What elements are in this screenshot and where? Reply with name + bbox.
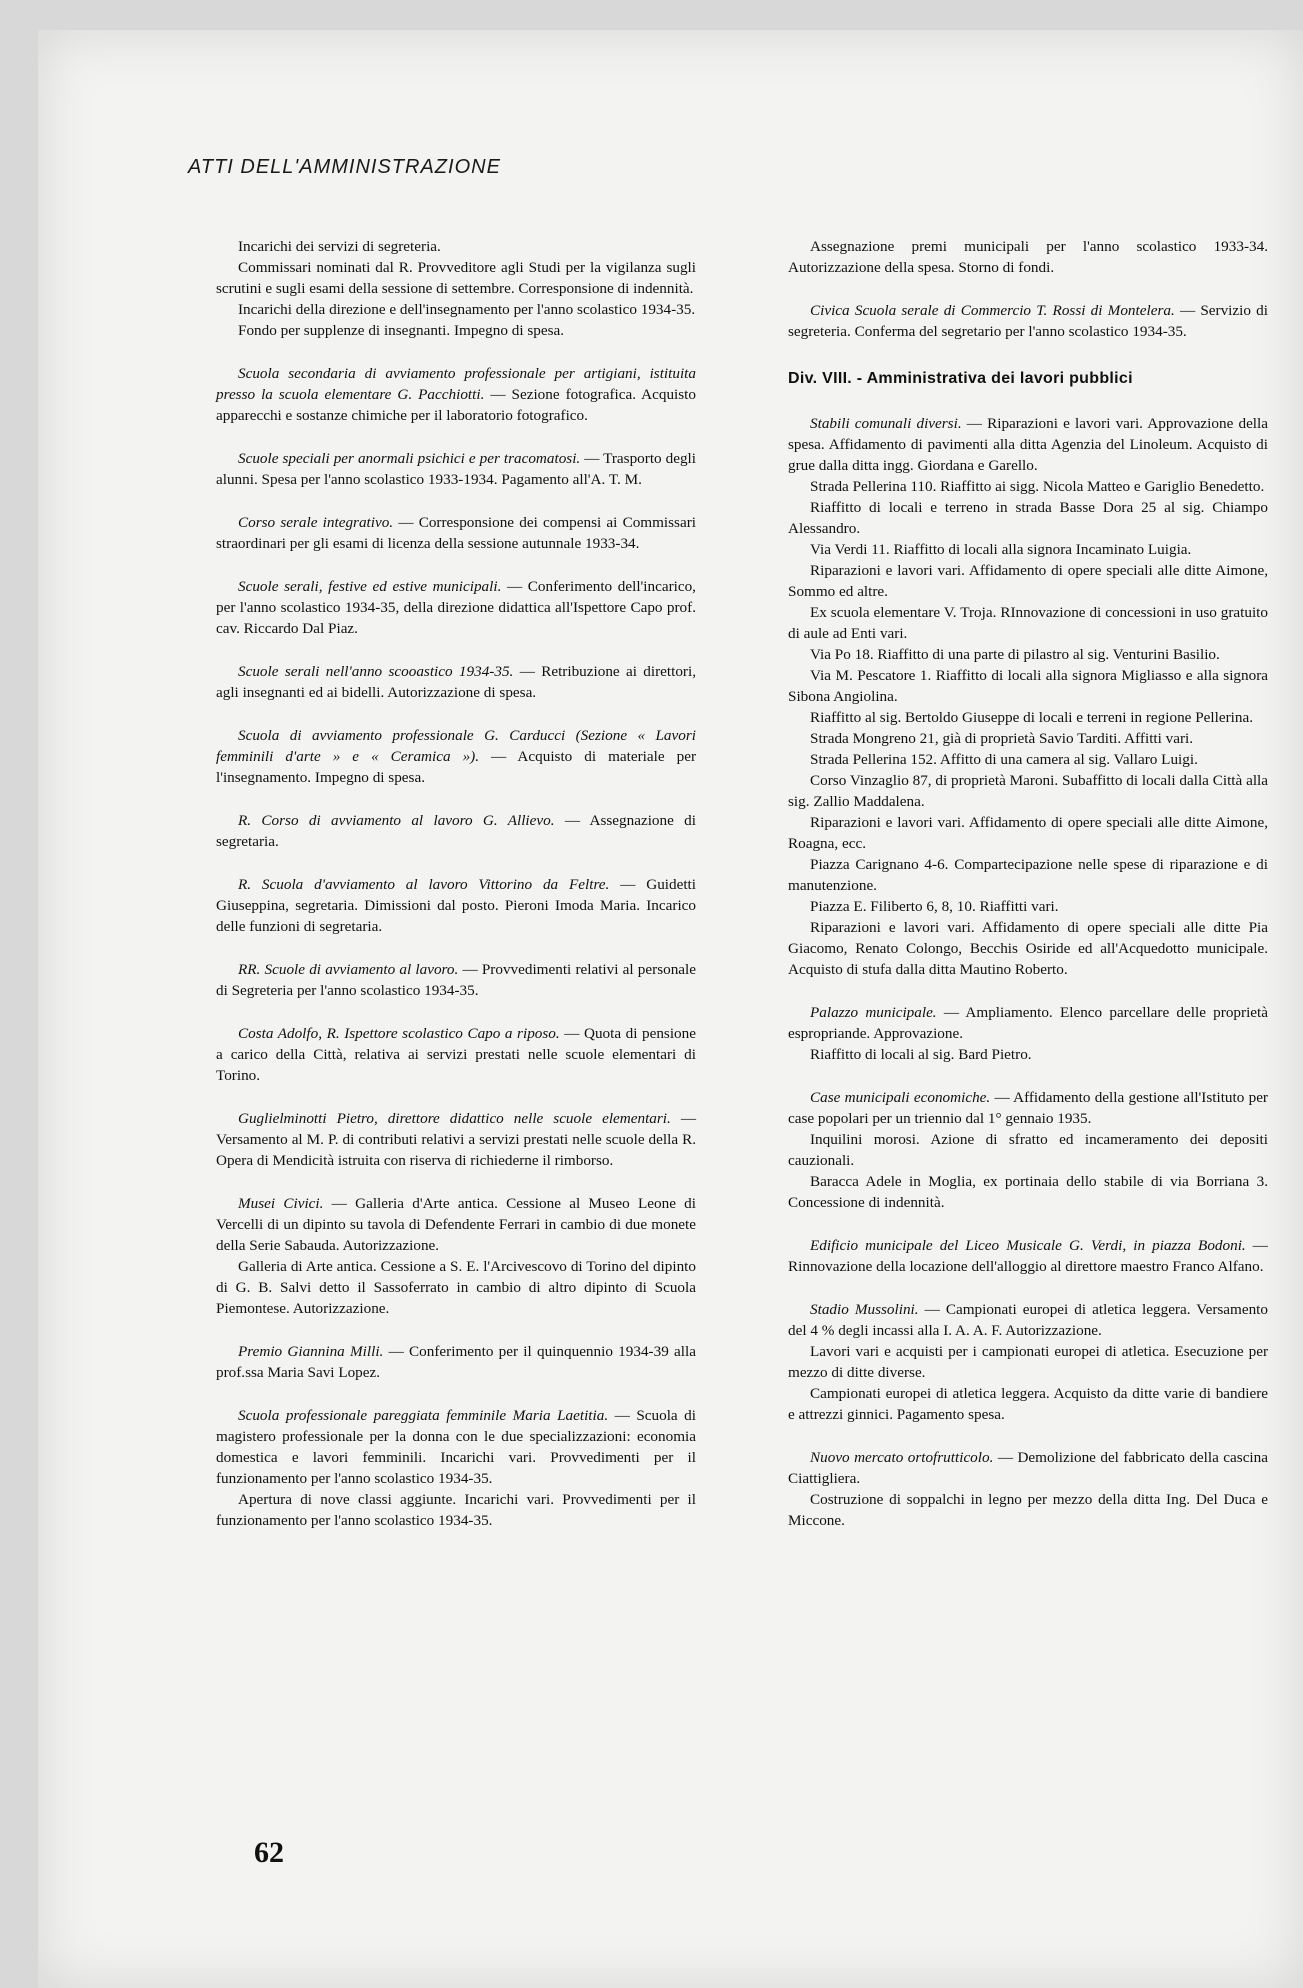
paragraph [216, 874, 696, 937]
division-heading: Div. VIII. - Amministrativa dei lavori pubblici [788, 370, 1133, 387]
entry-text: — Assegnazione di segretaria. [216, 812, 696, 850]
entry-heading: Edificio municipale del Liceo Musicale G. Verdi, in piazza Bodoni. [810, 1237, 1246, 1254]
paragraph [216, 512, 696, 554]
entry-text: — Conferimento per il quinquennio 1934-39 alla prof.ssa Maria Savi Lopez. [216, 1343, 696, 1381]
paragraph [216, 725, 696, 788]
entry-heading: Nuovo mercato ortofrutticolo. [810, 1449, 994, 1466]
paragraph: Assegnazione premi municipali per l'anno scolastico 1933-34. Autorizzazione della spesa. Storno di fondi. [788, 238, 1268, 276]
entry-text: — Guidetti Giuseppina, segretaria. Dimissioni dal posto. Pieroni Imoda Maria. Incarico delle funzioni di segretaria. [216, 876, 697, 935]
entry-text: — Ampliamento. Elenco parcellare delle proprietà espropriande. Approvazione. [788, 1004, 1268, 1042]
page-number: 62 [254, 1836, 284, 1869]
paragraph: Incarichi dei servizi di segreteria. [238, 238, 441, 255]
paragraph [216, 810, 696, 852]
running-header: ATTI DELL'AMMINISTRAZIONE [188, 156, 501, 178]
paragraph [216, 1023, 696, 1086]
paragraph: Baracca Adele in Moglia, ex portinaia dello stabile di via Borriana 3. Concessione di indennità. [788, 1173, 1268, 1211]
entry-text: — Demolizione del fabbricato della cascina Ciattigliera. [788, 1449, 1268, 1487]
entry-text: — Provvedimenti relativi al personale di Segreteria per l'anno scolastico 1934-35. [216, 961, 696, 999]
entry [788, 1087, 1268, 1213]
paragraph: Strada Pellerina 152. Affitto di una camera al sig. Vallaro Luigi. [810, 751, 1198, 768]
entry [788, 413, 1268, 980]
entry-heading: Guglielminotti Pietro, direttore didattico nelle scuole elementari. [238, 1110, 671, 1127]
entry-heading: Civica Scuola serale di Commercio T. Rossi di Montelera. [810, 302, 1175, 319]
entry [216, 1108, 696, 1171]
paragraph: Corso Vinzaglio 87, di proprietà Maroni. Subaffitto di locali dalla Città alla sig. Zallio Maddalena. [788, 772, 1268, 810]
entry-text: — Corresponsione dei compensi ai Commissari straordinari per gli esami di licenza della sessione autunnale 1933-34. [216, 514, 696, 552]
document-page [38, 30, 1303, 1988]
entry-text: — Campionati europei di atletica leggera. Versamento del 4 % degli incassi alla I. A. A. F. Autorizzazione. [788, 1301, 1268, 1339]
entry [788, 1235, 1268, 1277]
paragraph [216, 661, 696, 703]
entry [216, 236, 696, 341]
entry [216, 874, 696, 937]
paragraph: Riparazioni e lavori vari. Affidamento di opere speciali alle ditte Pia Giacomo, Renato Colongo, Becchis Osiride ed all'Acquedotto municipale. Acquisto di stufa dalla ditta Mautino Roberto. [788, 919, 1268, 978]
entry [788, 300, 1268, 342]
entry-text: — Versamento al M. P. di contributi relativi a servizi prestati nelle scuole della R. Opera di Mendicità istruita con riserva di richiederne il rimborso. [216, 1110, 697, 1169]
paragraph [216, 448, 696, 490]
paragraph [788, 1447, 1268, 1489]
entry-text: — Retribuzione ai direttori, agli insegnanti ed ai bidelli. Autorizzazione di spesa. [216, 663, 697, 701]
paragraph: Strada Pellerina 110. Riaffitto ai sigg. Nicola Matteo e Gariglio Benedetto. [810, 478, 1265, 495]
entry-heading: Costa Adolfo, R. Ispettore scolastico Capo a riposo. [238, 1025, 560, 1042]
entry [216, 1023, 696, 1086]
paragraph: Riparazioni e lavori vari. Affidamento di opere speciali alle ditte Aimone, Roagna, ecc. [788, 814, 1268, 852]
paragraph: Ex scuola elementare V. Troja. RInnovazione di concessioni in uso gratuito di aule ad Enti vari. [788, 604, 1268, 642]
paragraph: Inquilini morosi. Azione di sfratto ed incameramento dei depositi cauzionali. [788, 1131, 1268, 1169]
entry-text: — Galleria d'Arte antica. Cessione al Museo Leone di Vercelli di un dipinto su tavola di Defendente Ferrari in cambio di due monete della Serie Sabauda. Autorizzazione. [216, 1195, 696, 1254]
entry-heading: Case municipali economiche. [810, 1089, 991, 1106]
entry-heading: R. Scuola d'avviamento al lavoro Vittorino da Feltre. [238, 876, 610, 893]
entry [216, 1341, 696, 1383]
entry [788, 1299, 1268, 1425]
paragraph: Commissari nominati dal R. Provveditore agli Studi per la vigilanza sugli scrutini e sugli esami della sessione di settembre. Corresponsione di indennità. [216, 259, 696, 297]
paragraph: Strada Mongreno 21, già di proprietà Savio Tarditi. Affitti vari. [810, 730, 1194, 747]
entry [216, 1193, 696, 1319]
entry-text: — Sezione fotografica. Acquisto apparecchi e sostanze chimiche per il laboratorio fotografico. [216, 386, 696, 424]
paragraph [216, 1405, 696, 1489]
entry [788, 236, 1268, 278]
paragraph: Via Verdi 11. Riaffitto di locali alla signora Incaminato Luigia. [810, 541, 1192, 558]
entry-text: — Riparazioni e lavori vari. Approvazione della spesa. Affidamento di pavimenti alla ditta Agenzia del Linoleum. Acquisto di grue dalla ditta ingg. Giordana e Garello. [788, 415, 1268, 474]
paragraph: Riaffitto al sig. Bertoldo Giuseppe di locali e terreni in regione Pellerina. [810, 709, 1253, 726]
entry-text: — Servizio di segreteria. Conferma del segretario per l'anno scolastico 1934-35. [788, 302, 1268, 340]
paragraph [216, 1108, 696, 1171]
paragraph [788, 1087, 1268, 1129]
paragraph [216, 1341, 696, 1383]
entry-heading: Scuola di avviamento professionale G. Carducci (Sezione « Lavori femminili d'arte » e « Ceramica »). [216, 727, 696, 765]
entry-heading: R. Corso di avviamento al lavoro G. Allievo. [238, 812, 555, 829]
entry-heading: Scuole speciali per anormali psichici e per tracomatosi. [238, 450, 581, 467]
entry [216, 959, 696, 1001]
paragraph: Riaffitto di locali e terreno in strada Basse Dora 25 al sig. Chiampo Alessandro. [788, 499, 1268, 537]
paragraph: Apertura di nove classi aggiunte. Incarichi vari. Provvedimenti per il funzionamento per l'anno scolastico 1934-35. [216, 1491, 696, 1529]
paragraph [788, 300, 1268, 342]
entry-heading: Palazzo municipale. [810, 1004, 937, 1021]
entry [216, 1405, 696, 1531]
entry [216, 725, 696, 788]
entry [216, 363, 696, 426]
entry-heading: Scuole serali, festive ed estive municipali. [238, 578, 502, 595]
entry [216, 661, 696, 703]
paragraph: Incarichi della direzione e dell'insegnamento per l'anno scolastico 1934-35. [238, 301, 696, 318]
entry-text: — Affidamento della gestione all'Istituto per case popolari per un triennio dal 1° gennaio 1935. [788, 1089, 1268, 1127]
entry [216, 512, 696, 554]
entry-text: — Conferimento dell'incarico, per l'anno scolastico 1934-35, della direzione didattica all'Ispettore Capo prof. cav. Riccardo Dal Piaz. [216, 578, 696, 637]
entry-text: — Scuola di magistero professionale per la donna con le due specializzazioni: economia domestica e lavori femminili. Incarichi vari. Provvedimenti per il funzionamento per l'anno scolastico 1934-35. [216, 1407, 696, 1487]
paragraph [216, 1193, 696, 1256]
entry-heading: Scuola professionale pareggiata femminile Maria Laetitia. [238, 1407, 609, 1424]
entry [216, 576, 696, 639]
paragraph [216, 363, 696, 426]
paragraph: Piazza Carignano 4-6. Compartecipazione nelle spese di riparazione e di manutenzione. [788, 856, 1268, 894]
entry-heading: Scuola secondaria di avviamento professionale per artigiani, istituita presso la scuola elementare G. Pacchiotti. [216, 365, 696, 403]
entry-text: — Trasporto degli alunni. Spesa per l'anno scolastico 1933-1934. Pagamento all'A. T. M. [216, 450, 696, 488]
entry-heading: RR. Scuole di avviamento al lavoro. [238, 961, 459, 978]
paragraph: Fondo per supplenze di insegnanti. Impegno di spesa. [238, 322, 565, 339]
paragraph [216, 959, 696, 1001]
paragraph: Riparazioni e lavori vari. Affidamento di opere speciali alle ditte Aimone, Sommo ed altre. [788, 562, 1268, 600]
paragraph: Campionati europei di atletica leggera. Acquisto da ditte varie di bandiere e attrezzi ginnici. Pagamento spesa. [788, 1385, 1268, 1423]
entry-heading: Musei Civici. [238, 1195, 324, 1212]
paragraph [788, 1299, 1268, 1341]
paragraph: Via Po 18. Riaffitto di una parte di pilastro al sig. Venturini Basilio. [810, 646, 1220, 663]
entry [788, 1002, 1268, 1065]
entry-text: — Rinnovazione della locazione dell'alloggio al direttore maestro Franco Alfano. [788, 1237, 1268, 1275]
paragraph: Via M. Pescatore 1. Riaffitto di locali alla signora Migliasso e alla signora Sibona Angiolina. [788, 667, 1268, 705]
paragraph: Galleria di Arte antica. Cessione a S. E. l'Arcivescovo di Torino del dipinto di G. B. Salvi detto il Sassoferrato in cambio di altro dipinto di Scuola Piemontese. Autorizzazione. [216, 1258, 696, 1317]
paragraph [788, 413, 1268, 476]
entry-text: — Acquisto di materiale per l'insegnamento. Impegno di spesa. [216, 748, 697, 786]
paragraph: Riaffitto di locali al sig. Bard Pietro. [810, 1046, 1032, 1063]
entry [788, 1447, 1268, 1531]
entry-text: — Quota di pensione a carico della Città, relativa ai servizi prestati nelle scuole elementari di Torino. [216, 1025, 696, 1084]
right-column [788, 236, 1268, 1553]
paragraph: Piazza E. Filiberto 6, 8, 10. Riaffitti vari. [810, 898, 1059, 915]
paragraph [788, 1002, 1268, 1044]
entry-heading: Corso serale integrativo. [238, 514, 394, 531]
entry [216, 448, 696, 490]
entry [216, 810, 696, 852]
paragraph: Costruzione di soppalchi in legno per mezzo della ditta Ing. Del Duca e Miccone. [788, 1491, 1268, 1529]
entry-heading: Stadio Mussolini. [810, 1301, 919, 1318]
paragraph: Lavori vari e acquisti per i campionati europei di atletica. Esecuzione per mezzo di ditte diverse. [788, 1343, 1268, 1381]
entry-heading: Scuole serali nell'anno scooastico 1934-35. [238, 663, 514, 680]
entry-heading: Premio Giannina Milli. [238, 1343, 384, 1360]
paragraph [216, 576, 696, 639]
left-column [216, 236, 696, 1553]
entry-heading: Stabili comunali diversi. [810, 415, 962, 432]
paragraph [788, 1235, 1268, 1277]
